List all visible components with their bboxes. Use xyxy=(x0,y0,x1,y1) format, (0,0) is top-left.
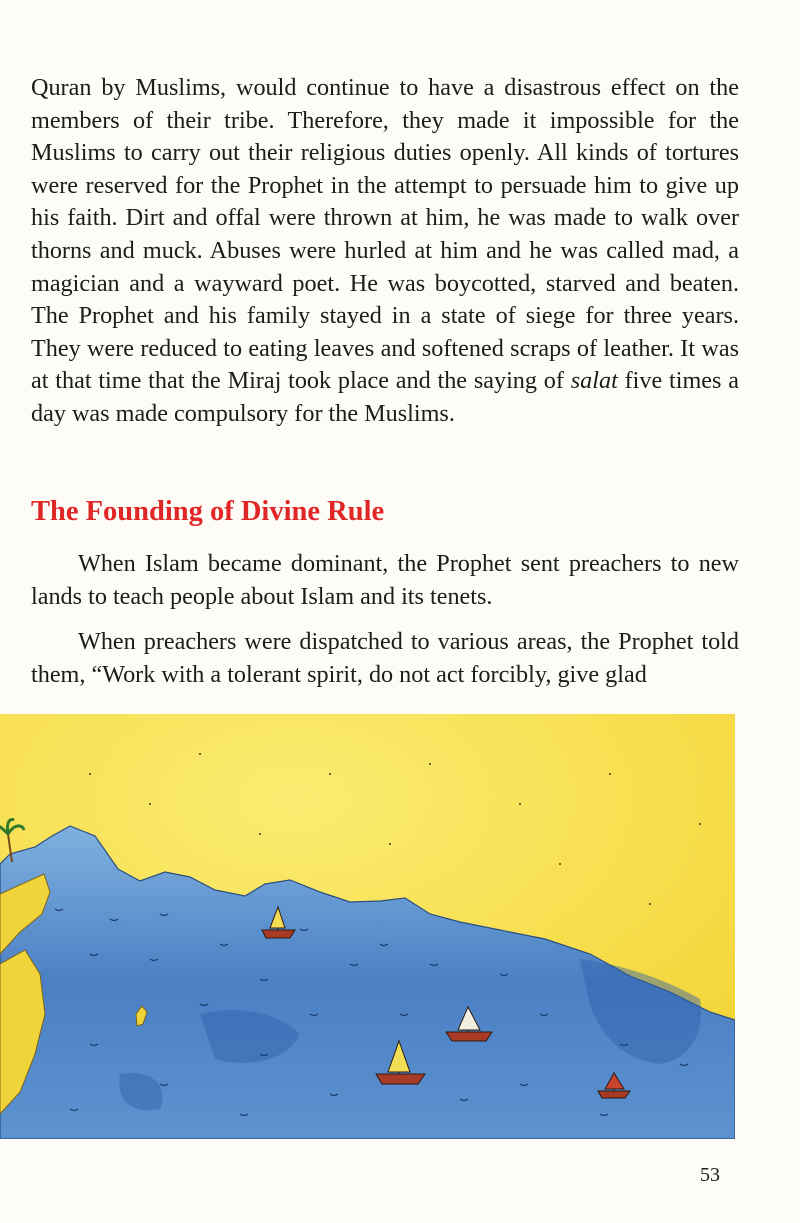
paragraph-persecution: Quran by Muslims, would continue to have a disastrous effect on the members of their tribe. Therefore, they made it impossible for the Muslims to carry out their religious duties openly. All kinds of tortures were reserved for the Prophet in the attempt to persuade him to give up his faith. Dirt and offal were thrown at him, he was made to walk over thorns and muck. Abuses were hurled at him and he was called mad, a magician and a wayward poet. He was boycotted, starved and beaten. The Prophet and his family stayed in a state of siege for three years. They were reduced to eating leaves and softened scraps of leather. It was at that time that the Miraj took place and the saying of salat five times a day was made compulsory for the Muslims. xyxy=(31,74,739,427)
page-number: 53 xyxy=(700,1164,720,1186)
section-heading: The Founding of Divine Rule xyxy=(31,496,385,527)
sea-boats-illustration xyxy=(0,714,735,1139)
paragraph-preachers-sent: When Islam became dominant, the Prophet sent preachers to new lands to teach people about Islam and its tenets. xyxy=(31,550,739,610)
italic-term-salat: salat xyxy=(570,367,618,395)
paragraph-preachers-instructions: When preachers were dispatched to various areas, the Prophet told them, “Work with a tolerant spirit, do not act forcibly, give glad xyxy=(31,628,739,688)
